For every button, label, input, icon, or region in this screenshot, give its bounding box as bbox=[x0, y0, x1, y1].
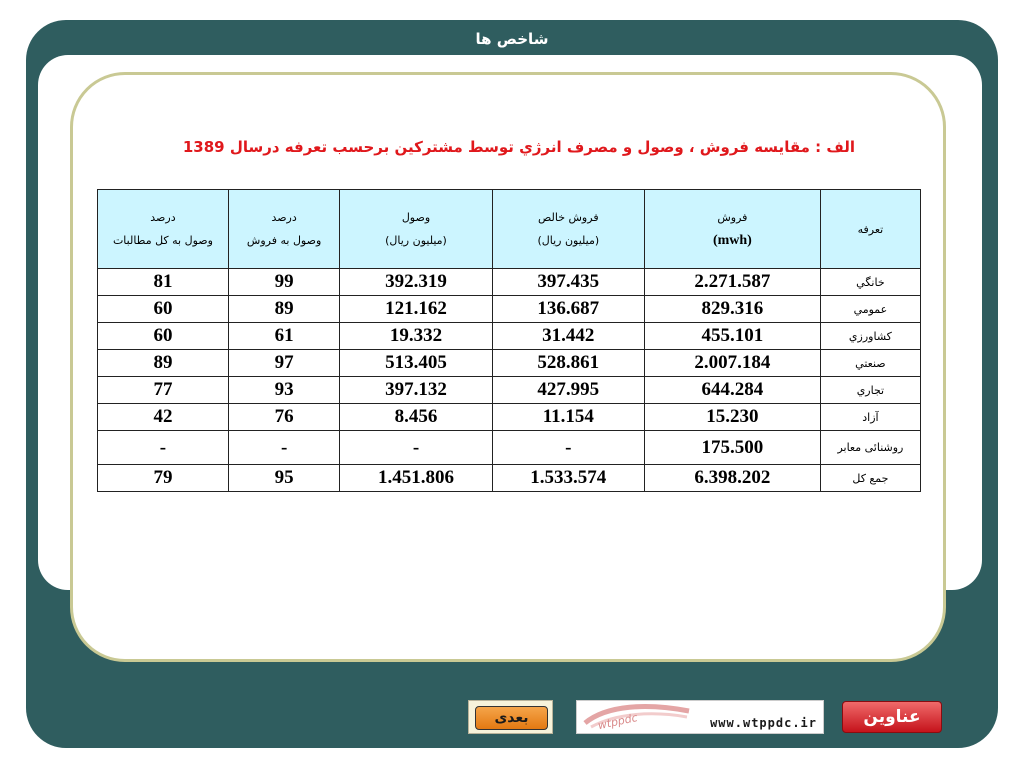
table-row bbox=[98, 377, 921, 404]
table-of-contents-button[interactable]: عناوين bbox=[842, 701, 942, 733]
cell-pct-collection-claims: 77 bbox=[98, 377, 229, 404]
cell-pct-collection-claims: 42 bbox=[98, 404, 229, 431]
cell-collection: 392.319 bbox=[340, 269, 492, 296]
table-row bbox=[98, 350, 921, 377]
table-heading: الف : مقايسه فروش ، وصول و مصرف انرژي توسط مشتركين برحسب تعرفه درسال 1389 bbox=[182, 138, 855, 156]
table-row bbox=[98, 269, 921, 296]
header-pct-collection-sales-sub: وصول به فروش bbox=[246, 234, 322, 247]
logo-swoosh-icon bbox=[577, 701, 697, 733]
cell-pct-collection-sales: 89 bbox=[228, 296, 339, 323]
header-collection bbox=[340, 190, 492, 269]
cell-collection: 8.456 bbox=[340, 404, 492, 431]
cell-pct-collection-sales: 97 bbox=[228, 350, 339, 377]
header-sales-unit: (mwh) bbox=[712, 233, 752, 248]
cell-sales: 175.500 bbox=[644, 431, 820, 465]
cell-net-sales: 528.861 bbox=[492, 350, 644, 377]
header-pct-collection-claims bbox=[98, 190, 229, 269]
cell-tariff: تجاري bbox=[820, 377, 920, 404]
header-net-sales bbox=[492, 190, 644, 269]
next-button[interactable] bbox=[468, 700, 553, 734]
cell-net-sales: - bbox=[492, 431, 644, 465]
cell-tariff: صنعتي bbox=[820, 350, 920, 377]
cell-pct-collection-claims: 79 bbox=[98, 465, 229, 492]
cell-pct-collection-claims: 60 bbox=[98, 296, 229, 323]
header-collection-label: وصول bbox=[401, 211, 431, 224]
cell-pct-collection-sales: 95 bbox=[228, 465, 339, 492]
cell-pct-collection-sales: 61 bbox=[228, 323, 339, 350]
cell-pct-collection-claims: 81 bbox=[98, 269, 229, 296]
table-header-row bbox=[98, 190, 921, 269]
cell-pct-collection-claims: 60 bbox=[98, 323, 229, 350]
cell-collection: 513.405 bbox=[340, 350, 492, 377]
cell-net-sales: 11.154 bbox=[492, 404, 644, 431]
header-net-sales-unit: (ميليون ريال) bbox=[537, 234, 600, 247]
header-net-sales-label: فروش خالص bbox=[538, 211, 599, 224]
logo-url-text: www.wtppdc.ir bbox=[710, 716, 817, 730]
next-button-label: بعدی bbox=[475, 706, 548, 730]
cell-sales: 15.230 bbox=[644, 404, 820, 431]
cell-sales: 829.316 bbox=[644, 296, 820, 323]
cell-net-sales: 1.533.574 bbox=[492, 465, 644, 492]
header-pct-collection-claims-sub: وصول به كل مطالبات bbox=[112, 234, 213, 247]
cell-pct-collection-sales: 93 bbox=[228, 377, 339, 404]
cell-tariff: روشنائی معابر bbox=[820, 431, 920, 465]
table-row-total bbox=[98, 465, 921, 492]
cell-tariff: خانگي bbox=[820, 269, 920, 296]
cell-pct-collection-claims: - bbox=[98, 431, 229, 465]
cell-tariff: جمع كل bbox=[820, 465, 920, 492]
cell-pct-collection-claims: 89 bbox=[98, 350, 229, 377]
cell-sales: 644.284 bbox=[644, 377, 820, 404]
header-tariff bbox=[820, 190, 920, 269]
cell-sales: 2.271.587 bbox=[644, 269, 820, 296]
header-collection-unit: (ميليون ريال) bbox=[385, 234, 447, 247]
site-logo[interactable] bbox=[576, 700, 824, 734]
cell-collection: 19.332 bbox=[340, 323, 492, 350]
cell-net-sales: 397.435 bbox=[492, 269, 644, 296]
cell-pct-collection-sales: - bbox=[228, 431, 339, 465]
header-pct-collection-sales-label: درصد bbox=[271, 211, 297, 224]
cell-pct-collection-sales: 76 bbox=[228, 404, 339, 431]
cell-tariff: عمومي bbox=[820, 296, 920, 323]
cell-collection: 121.162 bbox=[340, 296, 492, 323]
cell-collection: - bbox=[340, 431, 492, 465]
header-sales-label: فروش bbox=[717, 211, 748, 224]
header-tariff-label: تعرفه bbox=[857, 222, 884, 236]
header-pct-collection-claims-label: درصد bbox=[150, 211, 176, 224]
cell-sales: 6.398.202 bbox=[644, 465, 820, 492]
table-row bbox=[98, 404, 921, 431]
logo-mark: wtppdc bbox=[596, 711, 639, 733]
table-row bbox=[98, 323, 921, 350]
cell-tariff: آزاد bbox=[820, 404, 920, 431]
header-sales bbox=[644, 190, 820, 269]
cell-net-sales: 136.687 bbox=[492, 296, 644, 323]
cell-net-sales: 427.995 bbox=[492, 377, 644, 404]
table-row bbox=[98, 431, 921, 465]
sales-collection-table bbox=[97, 189, 921, 492]
cell-sales: 455.101 bbox=[644, 323, 820, 350]
cell-net-sales: 31.442 bbox=[492, 323, 644, 350]
cell-collection: 1.451.806 bbox=[340, 465, 492, 492]
cell-sales: 2.007.184 bbox=[644, 350, 820, 377]
page-title: شاخص ها bbox=[475, 30, 549, 48]
cell-pct-collection-sales: 99 bbox=[228, 269, 339, 296]
cell-tariff: كشاورزي bbox=[820, 323, 920, 350]
table-row bbox=[98, 296, 921, 323]
cell-collection: 397.132 bbox=[340, 377, 492, 404]
header-pct-collection-sales bbox=[228, 190, 339, 269]
